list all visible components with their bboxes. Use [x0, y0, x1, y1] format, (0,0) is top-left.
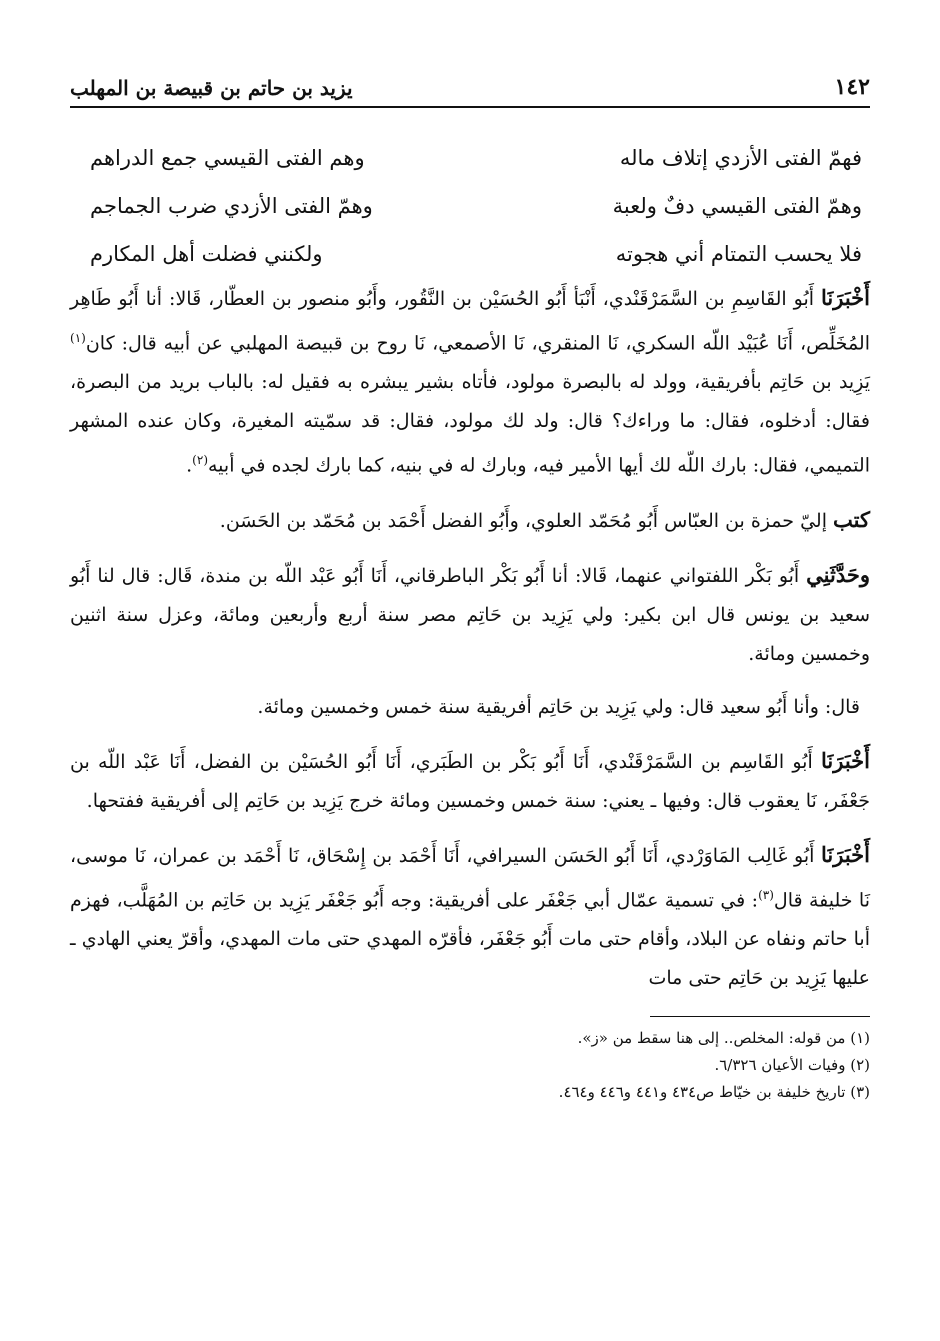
- paragraph-text: أَبُو بَكْر اللفتواني عنهما، قَالا: أنا أَبُو بَكْر الباطرقاني، أَنَا أَبُو عَبْد اللّه بن مندة، قَال: قال لنا أَبُو سعيد بن يونس قال ابن بكير: ولي يَزِيد بن حَاتِم مصر سنة أربع وأربعين ومائة، وعزل سنة اثنين وخمسين ومائة.: [70, 564, 870, 665]
- verse-second-half: ولكنني فضلت أهل المكارم: [90, 242, 323, 266]
- paragraph-text: قال: وأنا أَبُو سعيد قال: ولي يَزِيد بن حَاتِم أفريقية سنة خمس وخمسين ومائة.: [257, 695, 860, 718]
- paragraph-lead: أَخْبَرَنَا: [821, 747, 870, 773]
- page-number: ١٤٢: [834, 74, 870, 100]
- running-title: يزيد بن حاتم بن قبيصة بن المهلب: [70, 76, 353, 100]
- paragraph-text: .: [186, 454, 193, 477]
- paragraph-text: أَبُو غَالِب المَاوَرْدي، أَنَا أَبُو الحَسَن السيرافي، أَنَا أَحْمَد بن إِسْحَاق، نَا أَحْمَد بن عمران، نَا موسى، نَا خليفة قال: [70, 844, 870, 911]
- paragraph: [70, 741, 870, 821]
- poem-verse: [70, 182, 870, 230]
- paragraph-text: أَبُو القَاسِمِ بن السَّمَرْقَنْدي، أَنْبَأ أَبُو الحُسَيْن بن النَّقُور، وأَبُو منصور بن العطّار، قَالا: أنا أَبُو طَاهِر المُخَلِّص، أَنَا عُبَيْد اللّه السكري، نَا المنقري، نَا الأصمعي، نَا روح بن قبيصة المهلبي عن أبيه قال: كان: [70, 288, 870, 355]
- verse-first-half: فلا يحسب التمتام أني هجوته: [615, 242, 862, 266]
- paragraph: [70, 688, 870, 727]
- verse-second-half: وهمّ الفتى الأزدي ضرب الجماجم: [90, 194, 373, 218]
- paragraph-text: أَبُو القَاسِم بن السَّمَرْقَنْدي، أَنَا أَبُو بَكْر بن الطَبَري، أَنَا أَبُو الحُسَيْن بن الفضل، أَنَا عَبْد اللّه بن جَعْفَر، نَا يعقوب قال: وفيها ـ يعني: سنة خمس وخمسين ومائة خرج يَزِيد بن حَاتِم إلى أفريقية ففتحها.: [70, 750, 870, 812]
- footnote-ref[interactable]: (٣): [758, 887, 774, 902]
- paragraph-text: : في تسمية عمّال أبي جَعْفَر على أفريقية: وجه أَبُو جَعْفَر يَزِيد بن حَاتِم بن المُهَلَّب، فهزم أبا حاتم ونفاه عن البلاد، وأقام حتى مات أَبُو جَعْفَر، فأقرّه المهدي حتى مات المهدي، وأقرّ يعني الهادي ـ عليها يَزِيد بن حَاتِم حتى مات: [70, 888, 870, 989]
- footnotes: [70, 1025, 870, 1106]
- footnote: (٢) وفيات الأعيان ٦/٣٢٦.: [714, 1055, 870, 1074]
- verse-second-half: وهم الفتى القيسي جمع الدراهم: [90, 146, 365, 170]
- verse-first-half: فهمّ الفتى الأزدي إتلاف ماله: [619, 146, 862, 170]
- footnote-ref[interactable]: (١): [70, 331, 86, 345]
- paragraph-lead: وحَدَّثَنِي: [806, 561, 870, 587]
- footnote: (٣) تاريخ خليفة بن خيّاط ص٤٣٤ و٤٤١ و٤٤٦ و٤٦٤.: [558, 1082, 870, 1101]
- paragraph-text: إليّ حمزة بن العبّاس أَبُو مُحَمّد العلوي، وأَبُو الفضل أَحْمَد بن مُحَمّد بن الحَسَن.: [219, 509, 834, 532]
- poem-verse: [70, 230, 870, 278]
- footnote-divider: [650, 1016, 870, 1017]
- poem: [70, 134, 870, 278]
- paragraph: [70, 500, 870, 541]
- footnote-ref[interactable]: (٢): [192, 453, 208, 468]
- page-header: [70, 60, 870, 108]
- paragraph-lead: أَخْبَرَنَا: [821, 285, 870, 310]
- footnote: (١) من قوله: المخلص.. إلى هنا سقط من «ز».: [577, 1028, 870, 1047]
- paragraph-text: يَزِيد بن حَاتِم بأفريقية، وولد له بالبصرة مولود، فأتاه بشير يبشره به فقيل له: بالباب بريد من البصرة، فقال: أدخلوه، فقال: ما وراءك؟ قال: ولد لك مولود، فقال: قد سمّيته المغيرة، وكان عنده المشهر التميمي، فقال: بارك اللّه لك أيها الأمير فيه، وبارك له في بنيه، كما بارك لجده في أبيه: [70, 371, 870, 477]
- paragraph: [70, 555, 870, 674]
- paragraph-lead: أَخْبَرَنَا: [821, 841, 870, 867]
- document-page: [70, 60, 870, 1106]
- poem-verse: [70, 134, 870, 182]
- paragraph: [70, 835, 870, 998]
- paragraph-lead: كتب: [833, 506, 870, 532]
- verse-first-half: وهمّ الفتى القيسي دفٌ ولعبة: [612, 194, 862, 218]
- paragraph: [70, 278, 870, 486]
